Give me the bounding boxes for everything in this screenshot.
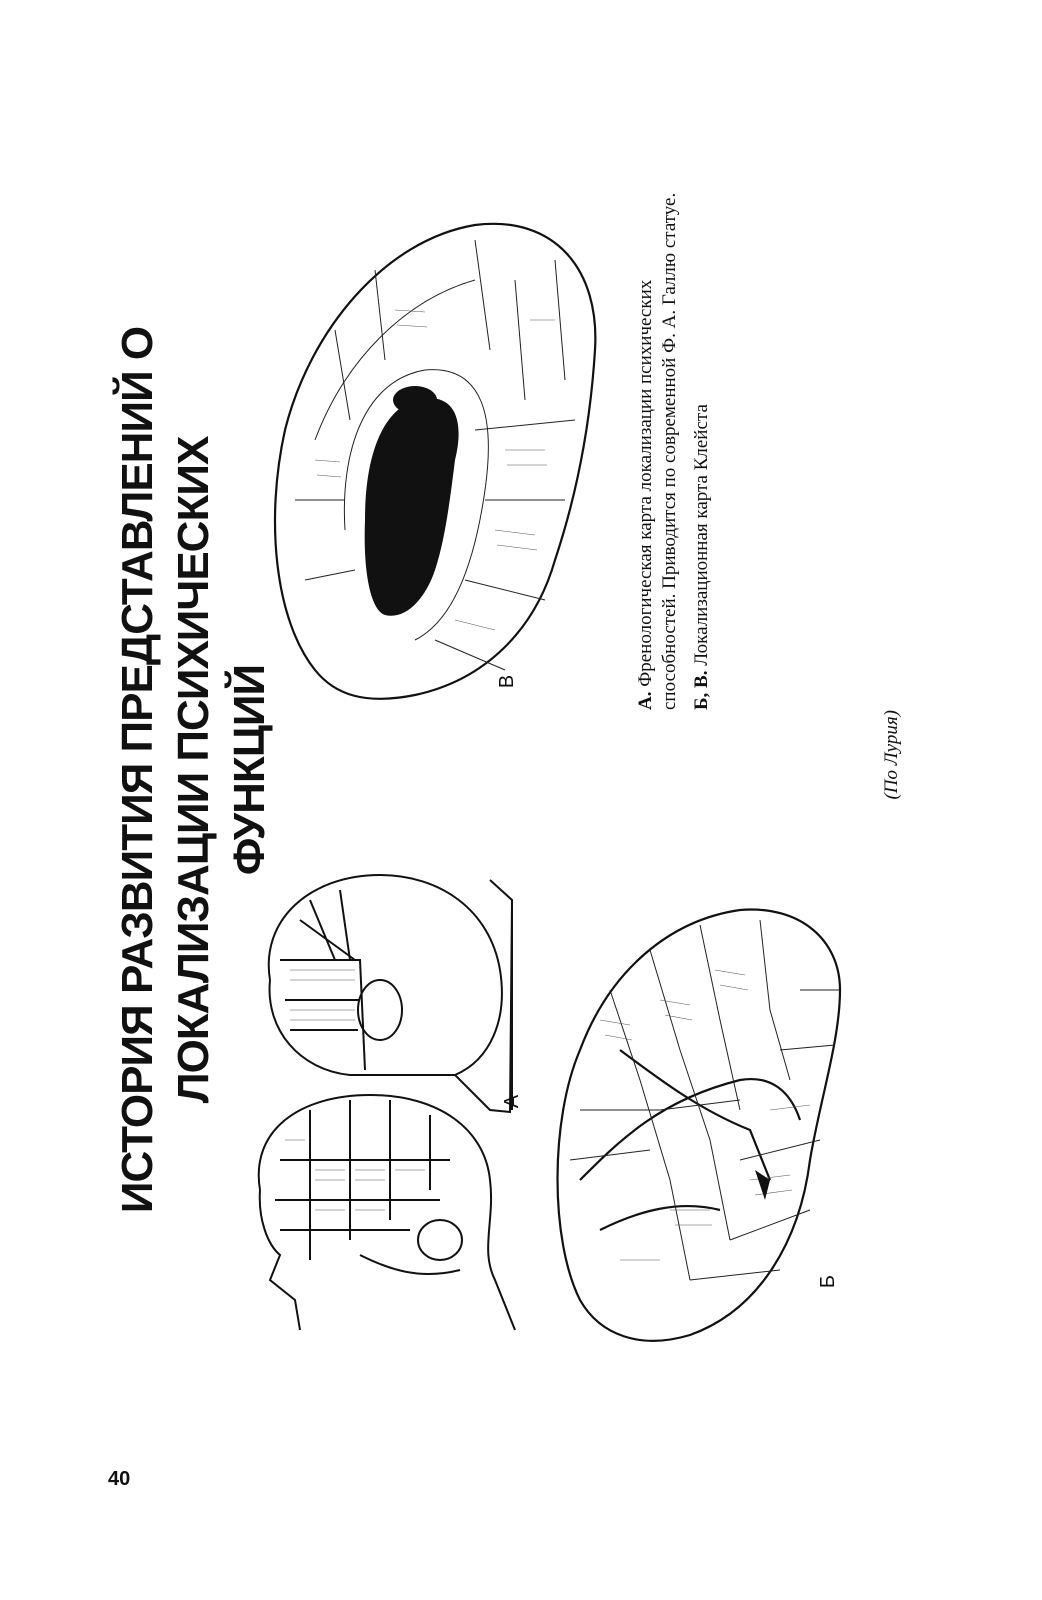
source-text: (По Лурия): [881, 710, 902, 800]
chapter-title: [110, 170, 274, 1370]
phrenology-heads-illustration: [240, 860, 530, 1350]
caption-bv-text: Локализационная карта Клейста: [691, 404, 712, 666]
caption-a-text: Френологическая карта локализации психических способностей. Приводится по современной Ф. А. Галлю статуе.: [635, 192, 680, 710]
figure-source: [878, 710, 908, 850]
page-number: 40: [108, 1468, 131, 1490]
caption-bv-prefix: Б, В.: [691, 670, 712, 710]
title-line-1: ИСТОРИЯ РАЗВИТИЯ ПРЕДСТАВЛЕНИЙ О ЛОКАЛИЗАЦИИ ПСИХИЧЕСКИХ: [113, 326, 218, 1214]
figure-panel-b: [540, 880, 850, 1360]
figure-panel-a: [240, 860, 530, 1350]
figure-panel-v: [255, 200, 615, 720]
figure-caption: [634, 170, 754, 710]
kleist-lateral-brain-map: [540, 880, 850, 1360]
caption-a-prefix: А.: [635, 691, 656, 710]
title-line-2: ФУНКЦИЙ: [225, 664, 274, 876]
panel-b-label: Б: [817, 1274, 840, 1289]
kleist-medial-brain-map: [255, 200, 615, 720]
panel-v-label: В: [496, 674, 519, 689]
panel-a-label: А: [501, 1094, 524, 1109]
caption-bv: [690, 170, 714, 710]
caption-a: [634, 170, 682, 710]
